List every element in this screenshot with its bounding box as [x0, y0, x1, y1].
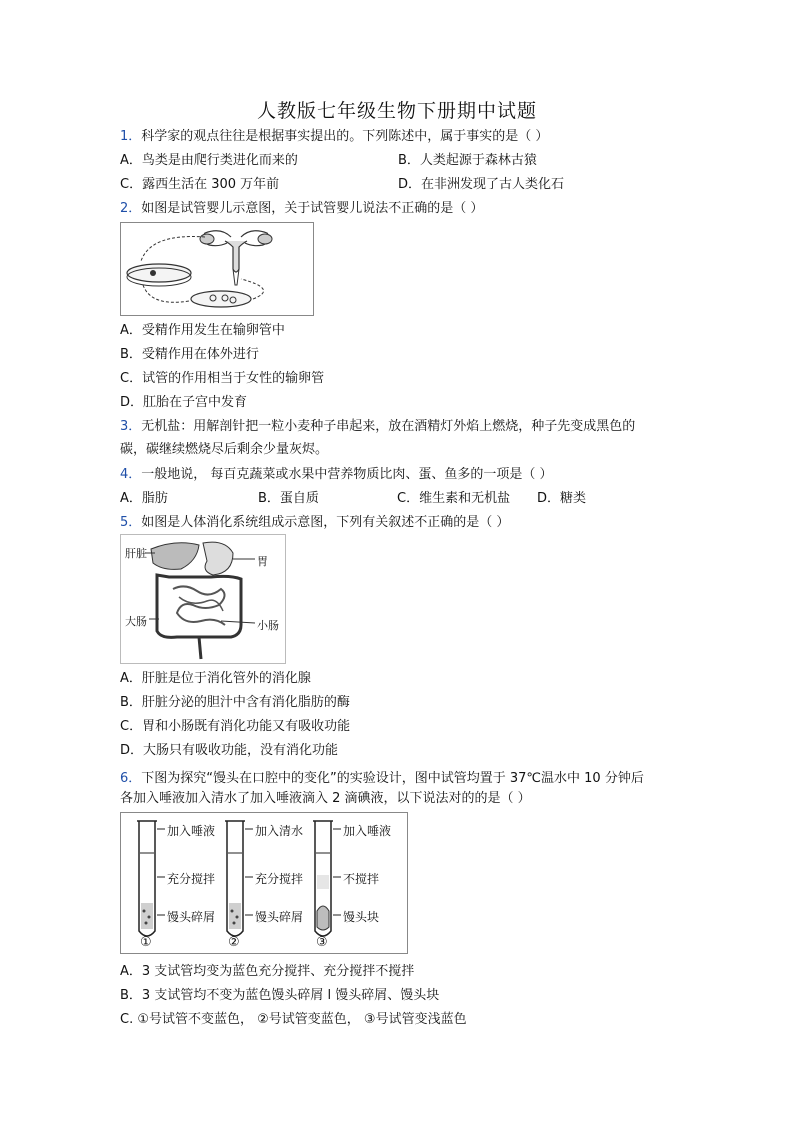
question-3-continued: 碳，碳继续燃烧尽后剩余少量灰烬。 [120, 442, 329, 457]
tube-3-sample-label: 馒头块 [343, 910, 380, 924]
question-stem: 科学家的观点往往是根据事实提出的。下列陈述中，属于事实的是（ ） [141, 129, 549, 144]
question-number: 5． [120, 515, 142, 530]
option-a: A．脂肪 [120, 491, 168, 506]
option-a: A．3 支试管均变为蓝色充分搅拌、充分搅拌不搅拌 [120, 964, 415, 979]
question-6-continued: 各加入唾液加入清水了加入唾液滴入 2 滴碘液，以下说法对的的是（ ） [120, 791, 531, 806]
option-c: C．胃和小肠既有消化功能又有吸收功能 [120, 719, 351, 734]
option-b: B．人类起源于森林古猿 [398, 153, 537, 168]
ivf-illustration [121, 223, 313, 315]
option-a: A．肝脏是位于消化管外的消化腺 [120, 671, 311, 686]
option-d: D．在非洲发现了古人类化石 [398, 177, 565, 192]
tube-2-add-label: 加入清水 [255, 824, 304, 838]
question-2 [120, 200, 483, 218]
tube-2-stir-label: 充分搅拌 [255, 872, 304, 886]
option-c: C．维生素和无机盐 [397, 491, 511, 506]
question-stem: 一般地说， 每百克蔬菜或水果中营养物质比肉、蛋、鱼多的一项是（ ） [141, 467, 553, 482]
liver-label: 肝脏 [125, 547, 147, 560]
question-number: 2． [120, 201, 142, 216]
question-4 [120, 466, 553, 484]
test-tube-diagram [120, 812, 408, 954]
tube-2-mark: ② [228, 935, 240, 950]
tube-3-mark: ③ [316, 935, 328, 950]
question-stem: 如图是试管婴儿示意图，关于试管婴儿说法不正确的是（ ） [141, 201, 484, 216]
option-c: C．露西生活在 300 万年前 [120, 177, 280, 192]
question-1 [120, 128, 548, 146]
question-6 [120, 770, 644, 788]
option-a: A．鸟类是由爬行类进化而来的 [120, 153, 298, 168]
question-number: 6． [120, 771, 142, 786]
page-title: 人教版七年级生物下册期中试题 [256, 100, 537, 122]
small-intestine-label: 小肠 [257, 619, 279, 632]
question-5 [120, 514, 509, 532]
tube-3-add-label: 加入唾液 [343, 824, 392, 838]
large-intestine-label: 大肠 [125, 615, 147, 628]
option-b: B．3 支试管均不变为蓝色馒头碎屑 l 馒头碎屑、馒头块 [120, 988, 440, 1003]
tube-1-stir-label: 充分搅拌 [167, 872, 216, 886]
option-c: C．试管的作用相当于女性的输卵管 [120, 371, 325, 386]
tube-1-add-label: 加入唾液 [167, 824, 216, 838]
option-b: B．受精作用在体外进行 [120, 347, 259, 362]
question-number: 4． [120, 467, 142, 482]
question-stem: 如图是人体消化系统组成示意图，下列有关叙述不正确的是（ ） [141, 515, 510, 530]
option-d: D．糖类 [537, 491, 587, 506]
tube-1-mark: ① [140, 935, 152, 950]
question-3 [120, 418, 635, 436]
question-stem: 无机盐：用解剖针把一粒小麦种子串起来，放在酒精灯外焰上燃烧，种子先变成黑色的 [141, 419, 636, 434]
option-d: D．大肠只有吸收功能，没有消化功能 [120, 743, 339, 758]
option-c: C. ①号试管不变蓝色， ②号试管变蓝色， ③号试管变浅蓝色 [120, 1012, 467, 1027]
option-a: A．受精作用发生在输卵管中 [120, 323, 285, 338]
question-number: 3． [120, 419, 142, 434]
digestive-system-diagram [120, 534, 286, 664]
tube-1-sample-label: 馒头碎屑 [167, 910, 216, 924]
option-d: D．肛胎在子宫中发育 [120, 395, 248, 410]
tube-2-sample-label: 馒头碎屑 [255, 910, 304, 924]
stomach-label: 胃 [257, 555, 268, 568]
question-number: 1． [120, 129, 142, 144]
option-b: B．蛋自质 [258, 491, 319, 506]
tube-3-stir-label: 不搅拌 [343, 872, 380, 886]
option-b: B．肝脏分泌的胆汁中含有消化脂肪的酶 [120, 695, 350, 710]
ivf-diagram [120, 222, 314, 316]
question-stem: 下图为探究“馒头在口腔中的变化”的实验设计，图中试管均置于 37℃温水中 10 分钟后 [141, 771, 644, 786]
